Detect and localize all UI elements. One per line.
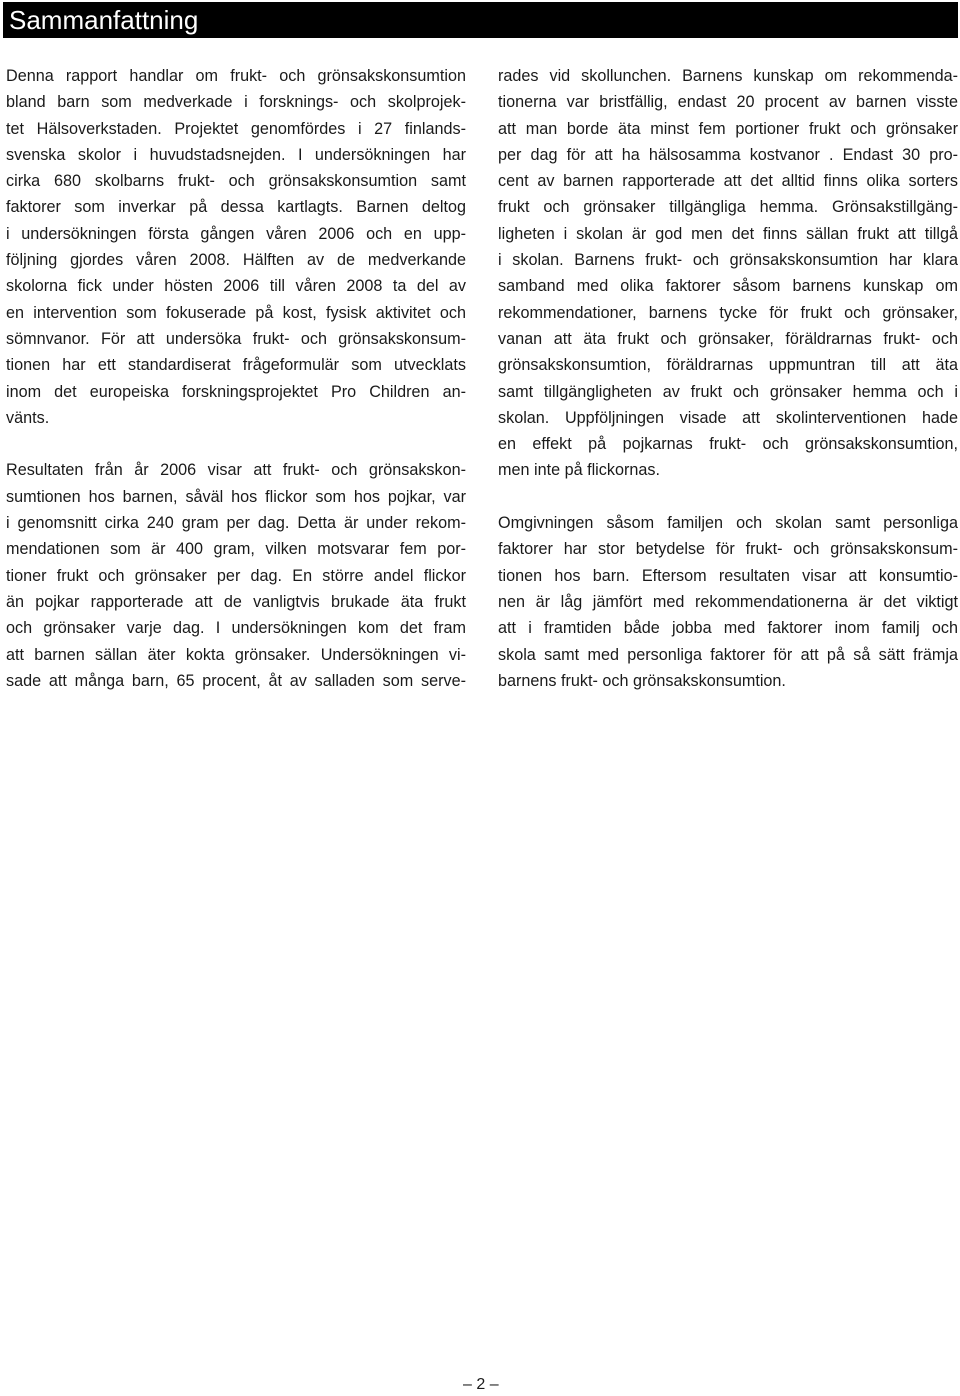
text-line: tionen har ett standardiserat frågeformulär som utvecklats: [6, 356, 466, 375]
text-line: vänts.: [6, 408, 50, 427]
text-line: per dag för att ha hälsosamma kostvanor . Endast 30 pro-: [498, 145, 958, 164]
text-line: följning gjordes våren 2008. Hälften av de medverkande: [6, 251, 466, 270]
text-line: än pojkar rapporterade att de vanligtvis brukade äta frukt: [6, 592, 466, 611]
left-paragraph-2: [6, 457, 466, 694]
right-column: [498, 63, 958, 694]
text-line: mendationen som är 400 gram, vilken motsvarar fem por-: [6, 540, 466, 559]
right-paragraph-1: [498, 63, 958, 484]
left-paragraph-1: [6, 63, 466, 431]
text-line: i genomsnitt cirka 240 gram per dag. Detta är under rekom-: [6, 514, 466, 533]
text-line: skola samt med personliga faktorer för att på så sätt främja: [498, 645, 958, 664]
text-line: Resultaten från år 2006 visar att frukt- och grönsakskon-: [6, 461, 466, 480]
text-line: en intervention som fokuserade på kost, fysisk aktivitet och: [6, 303, 466, 322]
text-line: faktorer har stor betydelse för frukt- och grönsakskonsum-: [498, 540, 958, 559]
text-line: att man borde äta minst fem portioner frukt och grönsaker: [498, 119, 958, 138]
text-line: cirka 680 skolbarns frukt- och grönsakskonsumtion samt: [6, 172, 466, 191]
text-line: Omgivningen såsom familjen och skolan samt personliga: [498, 514, 958, 533]
text-line: sumtionen hos barnen, såväl hos flickor som hos pojkar, var: [6, 487, 466, 506]
text-line: tet Hälsoverkstaden. Projektet genomfördes i 27 finlands-: [6, 119, 466, 138]
text-line: att i framtiden både jobba med faktorer inom familj och: [498, 619, 958, 638]
text-line: ligheten i skolan är god men det finns sällan frukt att tillgå: [498, 224, 958, 243]
text-line: samt tillgängligheten av frukt och grönsaker hemma och i: [498, 382, 958, 401]
text-line: men inte på flickornas.: [498, 461, 660, 480]
text-line: faktorer som inverkar på dessa kartlagts. Barnen deltog: [6, 198, 466, 217]
page-number: – 2 –: [463, 1376, 499, 1393]
text-line: grönsakskonsumtion, föräldrarnas uppmuntran till att äta: [498, 356, 958, 375]
text-line: en effekt på pojkarnas frukt- och grönsakskonsumtion,: [498, 435, 958, 454]
text-line: att barnen sällan äter kokta grönsaker. Undersökningen vi-: [6, 645, 466, 664]
text-line: barnens frukt- och grönsakskonsumtion.: [498, 671, 786, 690]
text-line: bland barn som medverkade i forsknings- och skolprojek-: [6, 93, 466, 112]
text-line: rades vid skollunchen. Barnens kunskap om rekommenda-: [498, 67, 958, 85]
text-line: i skolan. Barnens frukt- och grönsakskonsumtion har klara: [498, 251, 958, 270]
text-line: samband med olika faktorer såsom barnens kunskap om: [498, 277, 958, 296]
text-line: skolorna fick under hösten 2006 till våren 2008 ta del av: [6, 277, 466, 296]
paragraph-gap: [6, 431, 466, 457]
text-line: rekommendationer, barnens tycke för frukt och grönsaker,: [498, 303, 958, 322]
text-line: Denna rapport handlar om frukt- och grönsakskonsumtion: [6, 67, 466, 85]
text-line: nen är låg jämfört med rekommendationerna är det viktigt: [498, 592, 958, 611]
text-line: tionen hos barn. Eftersom resultaten visar att konsumtio-: [498, 566, 958, 585]
text-line: frukt och grönsaker tillgängliga hemma. Grönsakstillgäng-: [498, 198, 958, 217]
text-line: sade att många barn, 65 procent, åt av salladen som serve-: [6, 671, 466, 690]
text-line: skolan. Uppföljningen visade att skolinterventionen hade: [498, 408, 958, 427]
section-title: Sammanfattning: [9, 5, 199, 35]
text-line: i undersökningen första gången våren 2006 och en upp-: [6, 224, 466, 243]
paragraph-gap: [498, 484, 958, 510]
left-column: [6, 63, 466, 694]
text-line: och grönsaker varje dag. I undersökningen kom det fram: [6, 619, 466, 638]
page-footer: [0, 1376, 960, 1396]
text-line: sömnvanor. För att undersöka frukt- och grönsakskonsum-: [6, 329, 466, 348]
section-title-bar: [3, 2, 958, 38]
text-line: cent av barnen rapporterade att det alltid finns olika sorters: [498, 172, 958, 191]
text-line: tioner frukt och grönsaker per dag. En större andel flickor: [6, 566, 466, 585]
text-line: inom det europeiska forskningsprojektet Pro Children an-: [6, 382, 466, 401]
text-line: svenska skolor i huvudstadsnejden. I undersökningen har: [6, 145, 466, 164]
text-line: vanan att äta frukt och grönsaker, föräldrarnas frukt- och: [498, 329, 958, 348]
right-paragraph-2: [498, 510, 958, 694]
text-line: tionerna var bristfällig, endast 20 procent av barnen visste: [498, 93, 958, 112]
